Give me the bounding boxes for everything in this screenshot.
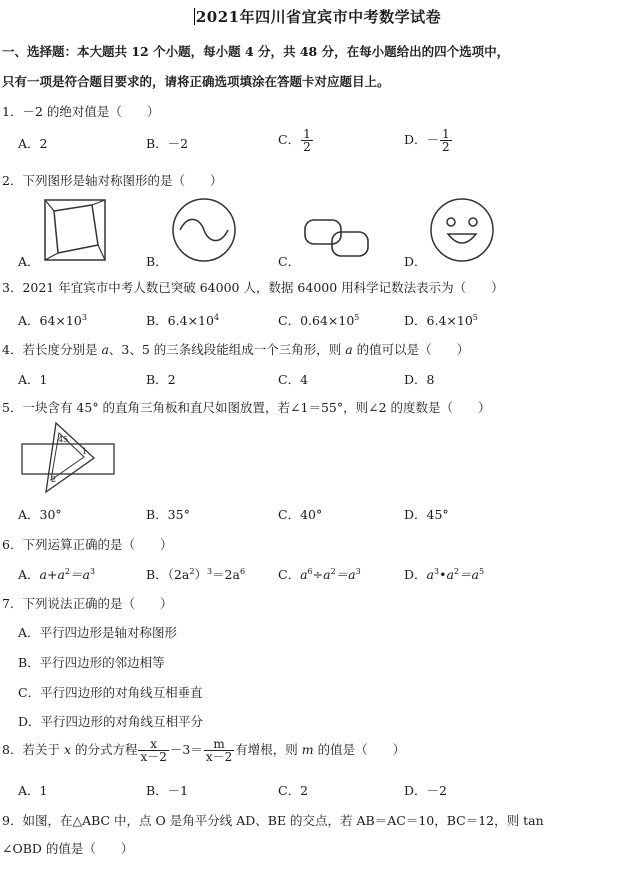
exam-title: 2021年四川省宜宾市中考数学试卷 [195,8,442,26]
q3-option-c[interactable]: C．$0.64\times 10^5$ [278,313,360,328]
q4-option-d[interactable]: D．8 [404,372,435,387]
label-angle-1: 1 [82,447,88,456]
question-1-stem: 1．－2 的绝对值是（ ） [2,104,160,119]
fraction-m-over-x-minus-2: $\frac{m}{x-2}$ [205,737,233,764]
q2-option-a[interactable]: A． [18,254,40,269]
text-cursor [194,8,195,25]
q1-option-b[interactable]: B．－2 [146,136,189,151]
q8-option-c[interactable]: C．2 [278,783,309,798]
label-angle-2: 2 [51,475,57,484]
question-6-stem: 6．下列运算正确的是（ ） [2,537,173,552]
q1-option-d[interactable]: D．－ $\frac{1}{2}$ [404,127,450,154]
q3-option-a[interactable]: A．$64\times 10^3$ [18,313,87,328]
left-ring [305,220,341,244]
question-2-stem: 2．下列图形是轴对称图形的是（ ） [2,173,223,188]
section-header-line-2: 只有一项是符合题目要求的，请将正确选项填涂在答题卡对应题目上。 [2,74,390,89]
q6-option-b[interactable]: B．$(2a^2)^3=2a^6$ [146,567,246,582]
s-curve [180,219,228,240]
q5-option-a[interactable]: A．30° [18,507,62,522]
q4-option-b[interactable]: B．2 [146,372,176,387]
left-eye [447,218,455,226]
square-pinwheel-figure [42,197,108,263]
q3-option-b[interactable]: B．$6.4\times 10^4$ [146,313,220,328]
q3-option-d[interactable]: D．$6.4\times 10^5$ [404,313,478,328]
q6-option-d[interactable]: D．$a^3•a^2=a^5$ [404,567,485,582]
q4-option-c[interactable]: C．4 [278,372,309,387]
q6-option-a[interactable]: A．$a+a^2=a^3$ [18,567,96,582]
face-circle [431,199,493,261]
q1-option-c[interactable]: C． $\frac{1}{2}$ [278,127,311,154]
q2-option-b[interactable]: B． [146,254,168,269]
interlocked-rings-figure [302,214,372,262]
triangle-ruler-figure [18,420,118,496]
question-4-stem: 4．若长度分别是 a、3、5 的三条线段能组成一个三角形，则 a 的值可以是（ ） [2,342,470,357]
smiley-face-figure [428,196,496,264]
corner-line [45,253,58,260]
q4-option-a[interactable]: A．1 [18,372,48,387]
fraction-one-half: $\frac{1}{2}$ [442,127,450,154]
q5-option-c[interactable]: C．40° [278,507,323,522]
q8-option-b[interactable]: B．－1 [146,783,189,798]
right-ring [332,232,368,256]
question-5-stem: 5．一块含有 45° 的直角三角板和直尺如图放置，若∠1＝55°，则∠2 的度数是（ ） [2,400,491,415]
question-8-stem: 8．若关于 x 的分式方程 $\frac{x}{x-2}$ －3＝ $\frac{m}{x-2}$ 有增根，则 m 的值是（ ） [2,737,406,764]
q8-option-d[interactable]: D．－2 [404,783,447,798]
q2-option-c[interactable]: C． [278,254,301,269]
q5-option-b[interactable]: B．35° [146,507,190,522]
smile-mouth [448,234,476,243]
question-9-stem-line-2: ∠OBD 的值是（ ） [2,841,134,856]
q2-option-d[interactable]: D． [404,254,427,269]
q6-option-c[interactable]: C．$a^6\div a^2=a^3$ [278,567,361,582]
q7-option-a[interactable]: A．平行四边形是轴对称图形 [18,625,178,640]
q7-option-b[interactable]: B．平行四边形的邻边相等 [18,655,165,670]
q7-option-c[interactable]: C．平行四边形的对角线互相垂直 [18,685,203,700]
corner-line [45,200,54,211]
label-45: 45 [58,435,69,444]
question-9-stem-line-1: 9．如图，在△ABC 中，点 O 是角平分线 AD、BE 的交点，若 AB＝AC＝10，BC＝12，则 tan [2,813,544,828]
fraction-one-half: $\frac{1}{2}$ [303,127,311,154]
yin-yang-circle-figure [170,196,238,264]
question-3-stem: 3．2021 年宜宾市中考人数已突破 64000 人，数据 64000 用科学记数法表示为（ ） [2,280,504,295]
inner-tilted-square [54,205,98,253]
question-7-stem: 7．下列说法正确的是（ ） [2,596,173,611]
q7-option-d[interactable]: D．平行四边形的对角线互相平分 [18,714,204,729]
corner-line [98,245,105,260]
section-header-line-1: 一、选择题：本大题共 12 个小题，每小题 4 分，共 48 分，在每小题给出的四个选项中， [2,44,510,59]
q8-option-a[interactable]: A．1 [18,783,48,798]
right-eye [469,218,477,226]
q1-option-a[interactable]: A．2 [18,136,48,151]
q5-option-d[interactable]: D．45° [404,507,449,522]
fraction-x-over-x-minus-2: $\frac{x}{x-2}$ [140,737,167,764]
ruler-rectangle [22,444,114,474]
